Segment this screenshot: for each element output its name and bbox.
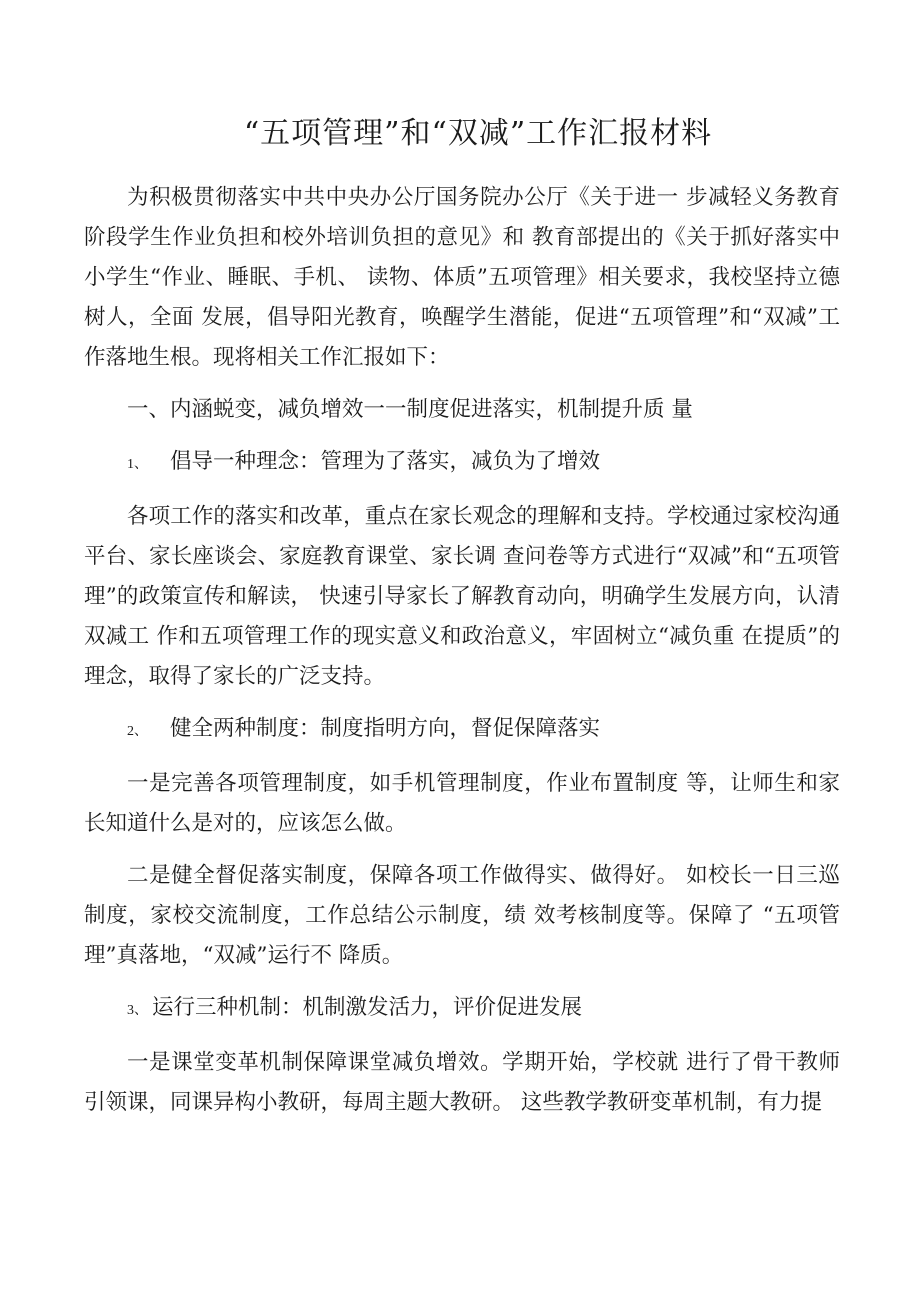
- item-2-number: 2、: [127, 724, 148, 739]
- item-3-heading: 运行三种机制：机制激发活力，评价促进发展: [152, 995, 583, 1020]
- item-1-heading: 倡导一种理念：管理为了落实，减负为了增效: [170, 449, 601, 474]
- item-3-number: 3、: [127, 1003, 148, 1018]
- document-body: [84, 178, 840, 1135]
- item-2-heading-line: [84, 709, 840, 752]
- item-2-paragraph-2: 二是健全督促落实制度，保障各项工作做得实、做得好。 如校长一日三巡制度，家校交流制度，工作总结公示制度，绩 效考核制度等。保障了 “五项管理”真落地，“双减”运行不 降质。: [84, 863, 840, 968]
- item-1-paragraph: 各项工作的落实和改革，重点在家长观念的理解和支持。学校通过家校沟通平台、家长座谈会、家庭教育课堂、家长调 查问卷等方式进行“双减”和“五项管理”的政策宣传和解读， 快速引导家长了解教育动向，明确学生发展方向，认清双减工 作和五项管理工作的现实意义和政治意义，牢固树立“减负重 在提质”的理念，取得了家长的广泛支持。: [84, 504, 840, 689]
- item-2-heading: 健全两种制度：制度指明方向，督促保障落实: [170, 716, 601, 741]
- item-3-paragraph: 一是课堂变革机制保障课堂减负增效。学期开始，学校就 进行了骨干教师引领课，同课异构小教研，每周主题大教研。 这些教学教研变革机制，有力提: [84, 1050, 840, 1115]
- item-1-heading-line: [84, 442, 840, 485]
- document-title: “五项管理”和“双减”工作汇报材料: [243, 116, 713, 151]
- item-2-paragraph-1: 一是完善各项管理制度，如手机管理制度，作业布置制度 等，让师生和家长知道什么是对的，应该怎么做。: [84, 771, 840, 836]
- intro-paragraph: 为积极贯彻落实中共中央办公厅国务院办公厅《关于进一 步减轻义务教育阶段学生作业负担和校外培训负担的意见》和 教育部提出的《关于抓好落实中小学生“作业、睡眠、手机、 读物、体质”五项管理》相关要求，我校坚持立德树人，全面 发展，倡导阳光教育，唤醒学生潜能，促进“五项管理”和“双减”工作落地生根。现将相关工作汇报如下：: [84, 185, 840, 370]
- item-1-number: 1、: [127, 457, 148, 472]
- section-1-heading: 一、内涵蜕变，减负增效一一制度促进落实，机制提升质 量: [127, 397, 693, 422]
- item-3-heading-line: [84, 988, 840, 1031]
